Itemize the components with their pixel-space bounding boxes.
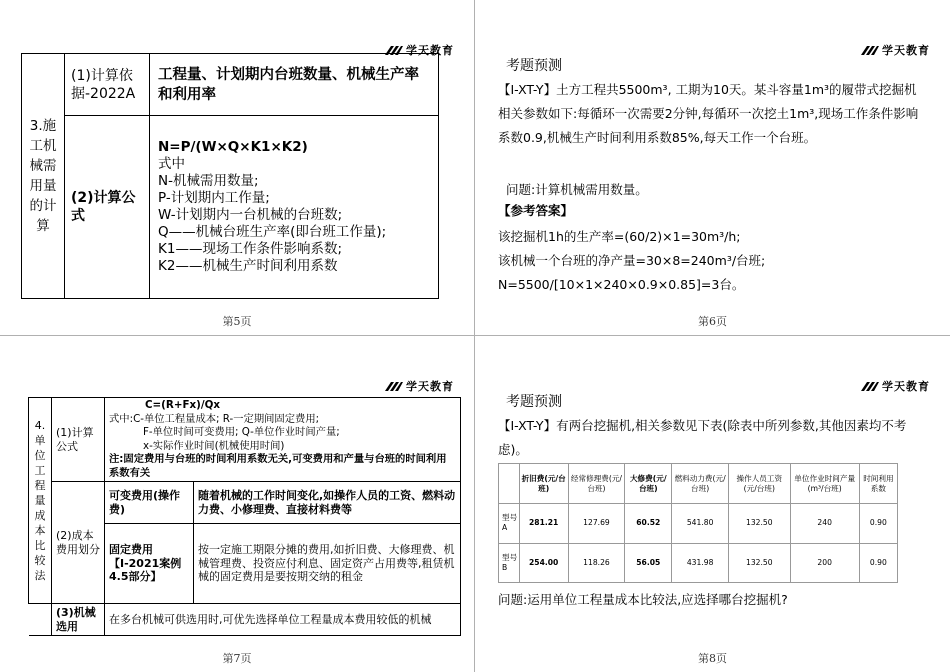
logo-mark-icon bbox=[861, 46, 879, 55]
brand-logo bbox=[385, 378, 454, 394]
r1-note: 注:固定费用与台班的时间利用系数无关,可变费用和产量与台班的时间利用系数有关 bbox=[109, 453, 447, 479]
page-number: 第8页 bbox=[698, 652, 727, 665]
answer-title: 【参考答案】 bbox=[498, 203, 574, 218]
header-cell: 单位作业时间产量(m³/台班) bbox=[790, 464, 859, 504]
formula-line: P-计划期内工作量; bbox=[158, 190, 270, 206]
section-label: 3.施工机械需用量的计算 bbox=[22, 54, 65, 299]
formula-line: W-计划期内一台机械的台班数; bbox=[158, 207, 343, 223]
r3-label: (3)机械选用 bbox=[52, 604, 105, 636]
table-cell: 132.50 bbox=[728, 543, 790, 583]
table-cell: 132.50 bbox=[728, 504, 790, 544]
heading: 考题预测 bbox=[506, 394, 562, 410]
header-cell: 燃料动力费(元/台班) bbox=[672, 464, 729, 504]
formula-line: N-机械需用数量; bbox=[158, 173, 259, 189]
question: 【Ⅰ-XT-Y】土方工程共5500m³, 工期为10天。某斗容量1m³的履带式挖掘机相关参数如下:每循环一次需要2分钟,每循环一次挖土1m³,现场工作条件影响系数0.9,机械生产时间利用系数85%,每天工作一个台班。 bbox=[498, 82, 919, 145]
table-cell: 56.05 bbox=[625, 543, 672, 583]
r1-line: F-单位时间可变费用; Q-单位作业时间产量; bbox=[143, 426, 340, 438]
blank-cell bbox=[29, 604, 52, 636]
header-cell: 经常修理费(元/台班) bbox=[568, 464, 625, 504]
fix-label-cell bbox=[105, 524, 194, 604]
table-cell: 254.00 bbox=[519, 543, 568, 583]
table-cell: 200 bbox=[790, 543, 859, 583]
table-cell: 118.26 bbox=[568, 543, 625, 583]
header-cell: 操作人员工资(元/台班) bbox=[728, 464, 790, 504]
formula-line: K2——机械生产时间利用系数 bbox=[158, 258, 338, 274]
brand-name: 学天教育 bbox=[406, 44, 454, 57]
var-label: 可变费用(操作费) bbox=[105, 482, 194, 524]
answer-line: N=5500/[10×1×240×0.9×0.85]=3台。 bbox=[498, 277, 745, 292]
brand-name: 学天教育 bbox=[406, 380, 454, 393]
table-cell: 127.69 bbox=[568, 504, 625, 544]
r1-formula: C=(R+Fx)/Qx bbox=[145, 399, 220, 411]
row-label: 型号B bbox=[499, 543, 520, 583]
formula-cell bbox=[150, 116, 439, 299]
header-cell: 折旧费(元/台班) bbox=[519, 464, 568, 504]
page-number: 第7页 bbox=[222, 652, 252, 665]
brand-name: 学天教育 bbox=[882, 380, 930, 393]
table-row bbox=[499, 504, 898, 544]
row1-text: 工程量、计划期内台班数量、机械生产率和利用率 bbox=[150, 54, 439, 116]
formula: N=P/(W×Q×K1×K2) bbox=[158, 139, 308, 155]
formula-line: K1——现场工作条件影响系数; bbox=[158, 241, 342, 257]
slide-page-5 bbox=[0, 0, 475, 336]
table-cell: 0.90 bbox=[859, 504, 897, 544]
header-cell: 时间利用系数 bbox=[859, 464, 897, 504]
cost-comparison-table bbox=[28, 397, 461, 636]
question: 【Ⅰ-XT-Y】有两台挖掘机,相关参数见下表(除表中所列参数,其他因素均不考虑)。 bbox=[498, 418, 907, 457]
fix-label: 固定费用 bbox=[109, 543, 153, 557]
r1-line: x-实际作业时间(机械使用时间) bbox=[143, 439, 285, 452]
logo-mark-icon bbox=[385, 382, 403, 391]
page-number: 第6页 bbox=[698, 315, 727, 328]
header-cell bbox=[499, 464, 520, 504]
formula-line: Q——机械台班生产率(即台班工作量); bbox=[158, 224, 387, 240]
table-cell: 60.52 bbox=[625, 504, 672, 544]
brand-name: 学天教育 bbox=[882, 44, 930, 57]
table-cell: 541.80 bbox=[672, 504, 729, 544]
row2-label: (2)计算公式 bbox=[65, 116, 150, 299]
answer-line: 该机械一个台班的净产量=30×8=240m³/台班; bbox=[498, 253, 766, 268]
table-cell: 240 bbox=[790, 504, 859, 544]
ask: 问题:运用单位工程量成本比较法,应选择哪台挖掘机? bbox=[498, 592, 788, 607]
heading: 考题预测 bbox=[506, 58, 562, 74]
r1-cell bbox=[105, 398, 461, 482]
formula-table bbox=[21, 53, 439, 299]
table-row bbox=[499, 543, 898, 583]
logo-mark-icon bbox=[861, 382, 879, 391]
formula-line: 式中 bbox=[158, 156, 185, 172]
header-cell: 大修费(元/台班) bbox=[625, 464, 672, 504]
page-number: 第5页 bbox=[222, 315, 252, 328]
r1-label: (1)计算公式 bbox=[52, 398, 105, 482]
r2-label: (2)成本费用划分 bbox=[52, 482, 105, 604]
section-label: 4.单位工程量成本比较法 bbox=[29, 398, 52, 604]
machine-param-table bbox=[498, 463, 898, 583]
fix-case: 【Ⅰ-2021案例4.5部分】 bbox=[109, 556, 182, 584]
var-text: 随着机械的工作时间变化,如操作人员的工资、燃料动力费、小修理费、直接材料费等 bbox=[194, 482, 461, 524]
answer-line: 该挖掘机1h的生产率=(60/2)×1=30m³/h; bbox=[498, 229, 741, 244]
row-label: 型号A bbox=[499, 504, 520, 544]
table-cell: 281.21 bbox=[519, 504, 568, 544]
fix-text: 按一定施工期限分摊的费用,如折旧费、大修理费、机械管理费、投资应付利息、固定资产占用费等,租赁机械的固定费用是要按期交纳的租金 bbox=[194, 524, 461, 604]
table-cell: 0.90 bbox=[859, 543, 897, 583]
slide-page-6 bbox=[475, 0, 950, 336]
table-cell: 431.98 bbox=[672, 543, 729, 583]
r1-line: 式中:C-单位工程量成本; R-一定期间固定费用; bbox=[109, 412, 320, 425]
slide-page-8 bbox=[475, 336, 950, 672]
r3-text: 在多台机械可供选用时,可优先选择单位工程量成本费用较低的机械 bbox=[105, 604, 461, 636]
ask: 问题:计算机械需用数量。 bbox=[506, 182, 648, 197]
brand-logo bbox=[861, 42, 930, 58]
brand-logo bbox=[861, 378, 930, 394]
row1-label: (1)计算依据-2022A bbox=[65, 54, 150, 116]
